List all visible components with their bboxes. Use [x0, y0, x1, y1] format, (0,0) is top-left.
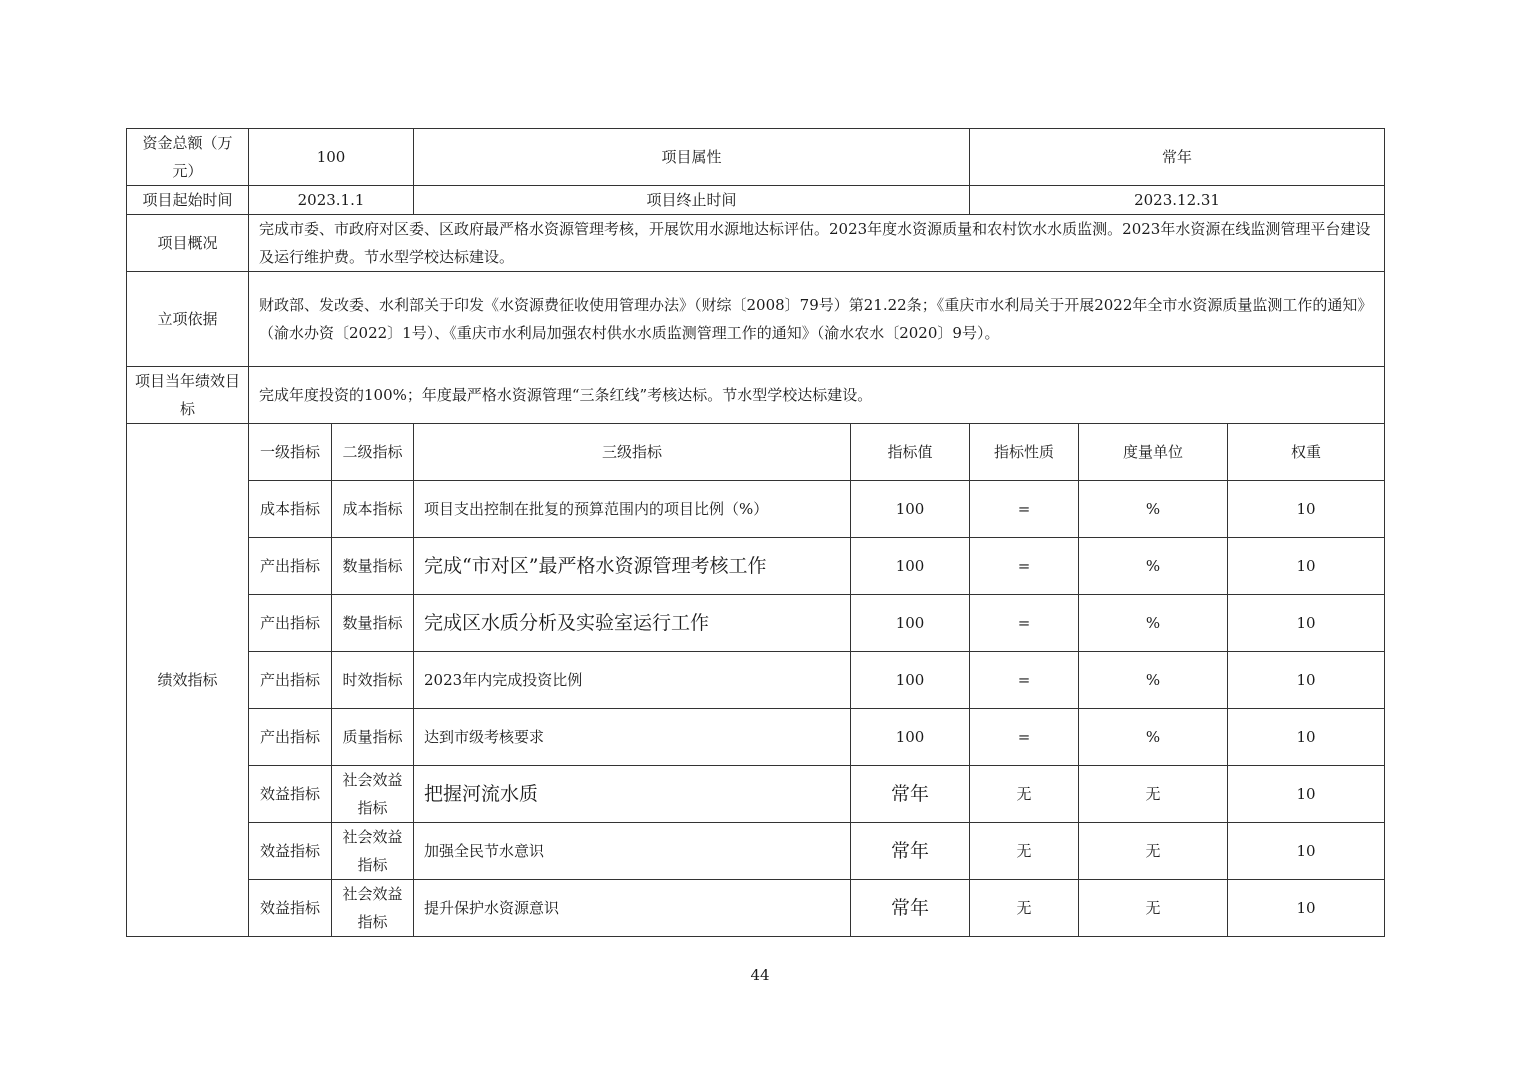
- goal-row: [127, 367, 1385, 424]
- unit-cell: %: [1079, 595, 1228, 652]
- overview-text: 完成市委、市政府对区委、区政府最严格水资源管理考核，开展饮用水源地达标评估。2023年度水资源质量和农村饮水水质监测。2023年水资源在线监测管理平台建设及运行维护费。节水型学校达标建设。: [249, 215, 1385, 272]
- level1-cell: 产出指标: [249, 709, 332, 766]
- funds-row: [127, 129, 1385, 186]
- header-value: 指标值: [851, 424, 970, 481]
- level3-cell: 项目支出控制在批复的预算范围内的项目比例（%）: [414, 481, 851, 538]
- level1-cell: 产出指标: [249, 652, 332, 709]
- table-row: [127, 766, 1385, 823]
- unit-cell: 无: [1079, 766, 1228, 823]
- value-cell: 100: [851, 595, 970, 652]
- overview-label: 项目概况: [127, 215, 249, 272]
- weight-cell: 10: [1228, 481, 1385, 538]
- funds-label: 资金总额（万元）: [127, 129, 249, 186]
- weight-cell: 10: [1228, 766, 1385, 823]
- overview-row: [127, 215, 1385, 272]
- level2-cell: 数量指标: [332, 538, 414, 595]
- basis-label: 立项依据: [127, 272, 249, 367]
- header-weight: 权重: [1228, 424, 1385, 481]
- goal-text: 完成年度投资的100%；年度最严格水资源管理“三条红线”考核达标。节水型学校达标建设。: [249, 367, 1385, 424]
- header-nature: 指标性质: [970, 424, 1079, 481]
- level2-cell: 社会效益指标: [332, 880, 414, 937]
- level1-cell: 成本指标: [249, 481, 332, 538]
- value-cell: 100: [851, 652, 970, 709]
- unit-cell: %: [1079, 709, 1228, 766]
- level2-cell: 成本指标: [332, 481, 414, 538]
- level3-cell: 把握河流水质: [414, 766, 851, 823]
- level2-cell: 质量指标: [332, 709, 414, 766]
- level2-cell: 数量指标: [332, 595, 414, 652]
- nature-cell: 无: [970, 823, 1079, 880]
- indicator-header-row: [127, 424, 1385, 481]
- goal-label: 项目当年绩效目标: [127, 367, 249, 424]
- header-level1: 一级指标: [249, 424, 332, 481]
- weight-cell: 10: [1228, 823, 1385, 880]
- level1-cell: 效益指标: [249, 823, 332, 880]
- project-performance-table: [126, 128, 1385, 937]
- level2-cell: 社会效益指标: [332, 823, 414, 880]
- value-cell: 100: [851, 481, 970, 538]
- table-row: [127, 481, 1385, 538]
- nature-cell: 无: [970, 766, 1079, 823]
- level3-cell: 提升保护水资源意识: [414, 880, 851, 937]
- level3-cell: 完成“市对区”最严格水资源管理考核工作: [414, 538, 851, 595]
- funds-value: 100: [249, 129, 414, 186]
- weight-cell: 10: [1228, 709, 1385, 766]
- unit-cell: %: [1079, 652, 1228, 709]
- attr-label: 项目属性: [414, 129, 970, 186]
- value-cell: 常年: [851, 880, 970, 937]
- weight-cell: 10: [1228, 880, 1385, 937]
- dates-row: [127, 186, 1385, 215]
- nature-cell: =: [970, 481, 1079, 538]
- nature-cell: =: [970, 595, 1079, 652]
- header-unit: 度量单位: [1079, 424, 1228, 481]
- start-value: 2023.1.1: [249, 186, 414, 215]
- level2-cell: 社会效益指标: [332, 766, 414, 823]
- end-value: 2023.12.31: [970, 186, 1385, 215]
- header-level2: 二级指标: [332, 424, 414, 481]
- table-row: [127, 538, 1385, 595]
- level1-cell: 产出指标: [249, 595, 332, 652]
- page-number: 44: [750, 966, 770, 984]
- table-row: [127, 652, 1385, 709]
- weight-cell: 10: [1228, 538, 1385, 595]
- nature-cell: =: [970, 538, 1079, 595]
- weight-cell: 10: [1228, 652, 1385, 709]
- value-cell: 100: [851, 538, 970, 595]
- nature-cell: =: [970, 652, 1079, 709]
- level3-cell: 加强全民节水意识: [414, 823, 851, 880]
- unit-cell: 无: [1079, 823, 1228, 880]
- table-row: [127, 880, 1385, 937]
- unit-cell: 无: [1079, 880, 1228, 937]
- header-level3: 三级指标: [414, 424, 851, 481]
- attr-value: 常年: [970, 129, 1385, 186]
- level3-cell: 2023年内完成投资比例: [414, 652, 851, 709]
- indicators-label: 绩效指标: [127, 424, 249, 937]
- level3-cell: 达到市级考核要求: [414, 709, 851, 766]
- value-cell: 常年: [851, 823, 970, 880]
- basis-row: [127, 272, 1385, 367]
- basis-text: 财政部、发改委、水利部关于印发《水资源费征收使用管理办法》（财综〔2008〕79号）第21.22条；《重庆市水利局关于开展2022年全市水资源质量监测工作的通知》（渝水办资〔2022〕1号）、《重庆市水利局加强农村供水水质监测管理工作的通知》（渝水农水〔2020〕9号）。: [249, 272, 1385, 367]
- end-label: 项目终止时间: [414, 186, 970, 215]
- level1-cell: 效益指标: [249, 880, 332, 937]
- nature-cell: =: [970, 709, 1079, 766]
- weight-cell: 10: [1228, 595, 1385, 652]
- value-cell: 100: [851, 709, 970, 766]
- table-row: [127, 709, 1385, 766]
- start-label: 项目起始时间: [127, 186, 249, 215]
- unit-cell: %: [1079, 481, 1228, 538]
- level1-cell: 效益指标: [249, 766, 332, 823]
- level2-cell: 时效指标: [332, 652, 414, 709]
- value-cell: 常年: [851, 766, 970, 823]
- table-row: [127, 595, 1385, 652]
- table-row: [127, 823, 1385, 880]
- unit-cell: %: [1079, 538, 1228, 595]
- level3-cell: 完成区水质分析及实验室运行工作: [414, 595, 851, 652]
- level1-cell: 产出指标: [249, 538, 332, 595]
- nature-cell: 无: [970, 880, 1079, 937]
